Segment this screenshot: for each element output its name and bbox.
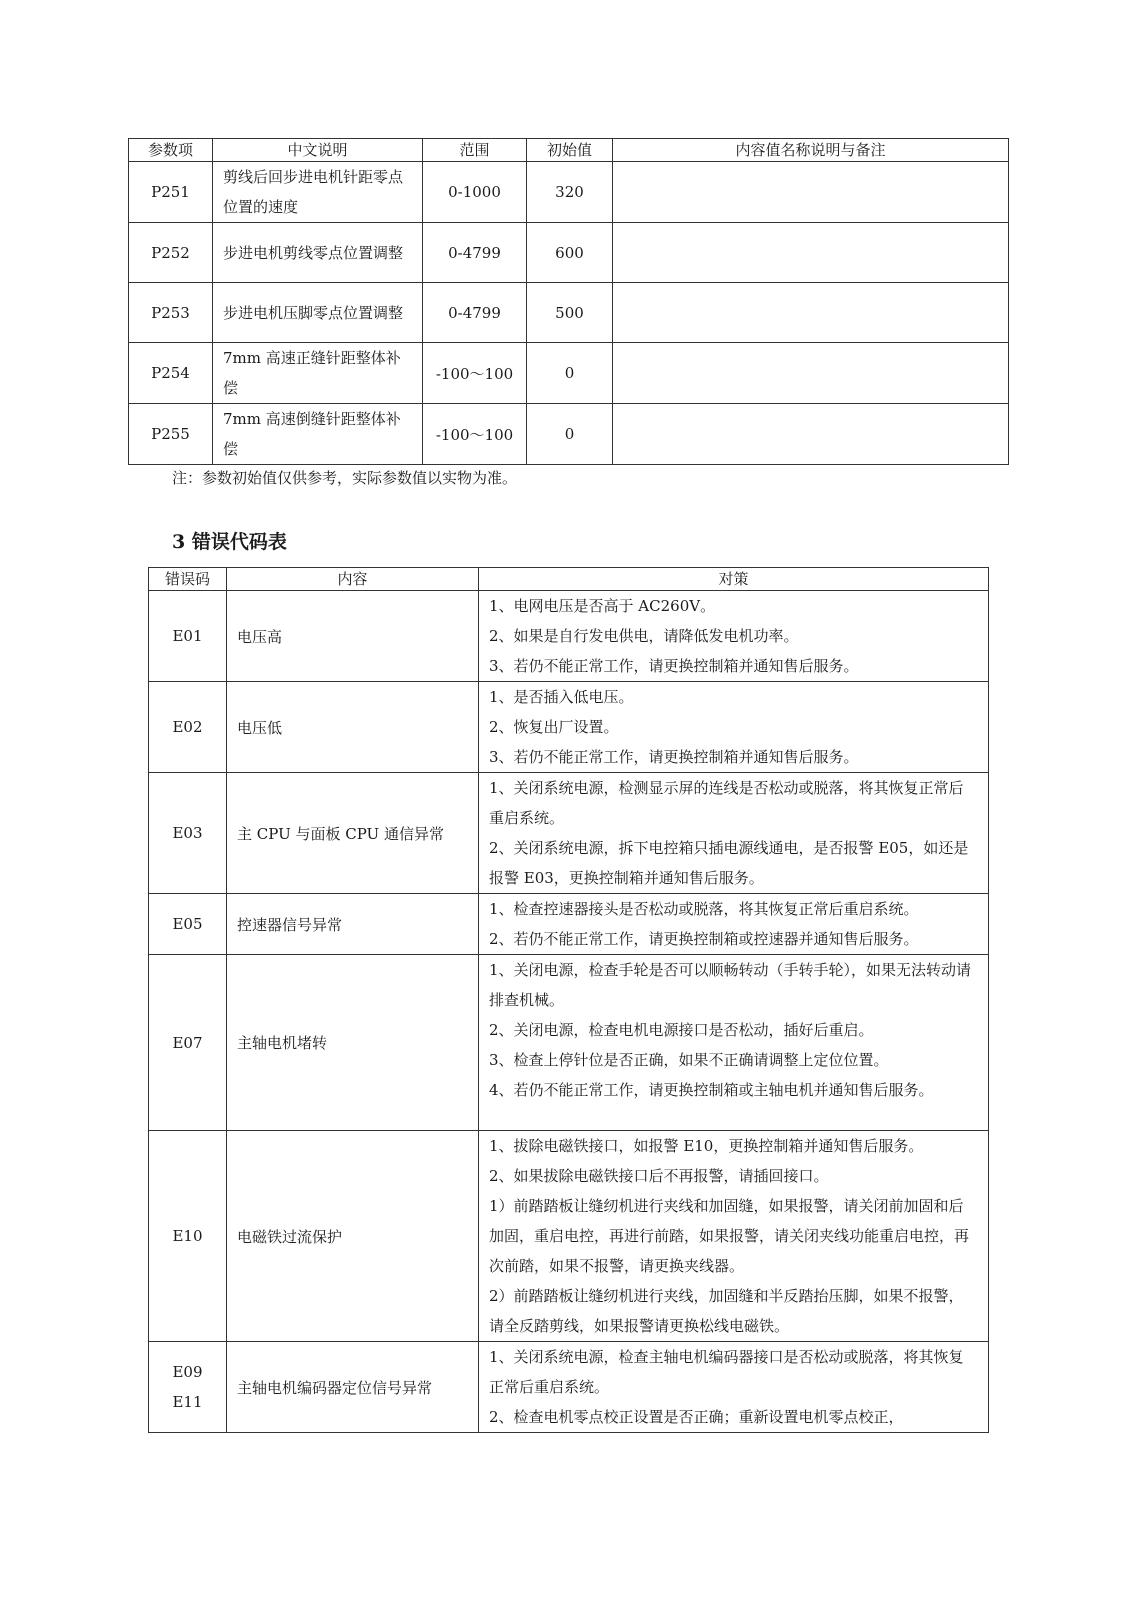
error-code: E05 [149, 894, 227, 955]
param-description: 7mm 高速倒缝针距整体补偿 [213, 404, 423, 465]
solution-line: 1、是否插入低电压。 [489, 688, 634, 706]
solution-line: 2、如果拔除电磁铁接口后不再报警，请插回接口。 [489, 1167, 829, 1185]
table-row [149, 682, 989, 773]
solution-line: 1、关闭系统电源，检查主轴电机编码器接口是否松动或脱落，将其恢复正常后重启系统。 [489, 1348, 964, 1396]
param-initial-value: 600 [527, 223, 613, 283]
error-table-header [149, 568, 989, 591]
error-code: E02 [149, 682, 227, 773]
param-code: P255 [129, 404, 213, 465]
param-remarks [613, 343, 1009, 404]
param-remarks [613, 404, 1009, 465]
error-code-table [148, 567, 989, 1433]
header-solution: 对策 [479, 568, 989, 591]
header-description: 中文说明 [213, 139, 423, 162]
error-code: E10 [149, 1131, 227, 1342]
solution-line: 2、检查电机零点校正设置是否正确；重新设置电机零点校正， [489, 1408, 904, 1426]
param-description: 剪线后回步进电机针距零点位置的速度 [213, 162, 423, 223]
param-code: P251 [129, 162, 213, 223]
param-description: 7mm 高速正缝针距整体补偿 [213, 343, 423, 404]
header-content: 内容 [227, 568, 479, 591]
header-range: 范围 [423, 139, 527, 162]
table-row [129, 343, 1009, 404]
table-row [149, 773, 989, 894]
error-code: E09 E11 [149, 1342, 227, 1433]
table-row [129, 223, 1009, 283]
section-title: 3 错误代码表 [172, 531, 287, 553]
param-code: P252 [129, 223, 213, 283]
solution-line: 2、如果是自行发电供电，请降低发电机功率。 [489, 627, 799, 645]
solution-line: 1、关闭电源，检查手轮是否可以顺畅转动（手转手轮），如果无法转动请排查机械。 [489, 961, 972, 1009]
parameter-table-header [129, 139, 1009, 162]
solution-line: 2、若仍不能正常工作，请更换控制箱或控速器并通知售后服务。 [489, 930, 919, 948]
error-solution [479, 1131, 989, 1342]
solution-line: 3、检查上停针位是否正确，如果不正确请调整上定位位置。 [489, 1051, 889, 1069]
error-solution [479, 591, 989, 682]
table-row [129, 283, 1009, 343]
param-remarks [613, 223, 1009, 283]
header-remarks: 内容值名称说明与备注 [613, 139, 1009, 162]
table-row [129, 404, 1009, 465]
table-row [149, 1131, 989, 1342]
solution-line: 2、恢复出厂设置。 [489, 718, 619, 736]
solution-line: 4、若仍不能正常工作，请更换控制箱或主轴电机并通知售后服务。 [489, 1081, 934, 1099]
error-content: 电压高 [227, 591, 479, 682]
error-solution [479, 1342, 989, 1433]
param-range: -100～100 [423, 343, 527, 404]
parameter-table [128, 138, 1009, 465]
error-solution [479, 773, 989, 894]
header-initial-value: 初始值 [527, 139, 613, 162]
error-solution [479, 682, 989, 773]
solution-line: 2）前踏踏板让缝纫机进行夹线，加固缝和半反踏抬压脚，如果不报警，请全反踏剪线，如果报警请更换松线电磁铁。 [489, 1287, 964, 1335]
param-initial-value: 0 [527, 343, 613, 404]
param-initial-value: 500 [527, 283, 613, 343]
param-code: P253 [129, 283, 213, 343]
error-content: 主 CPU 与面板 CPU 通信异常 [227, 773, 479, 894]
param-initial-value: 0 [527, 404, 613, 465]
table-row [149, 894, 989, 955]
param-description: 步进电机压脚零点位置调整 [213, 283, 423, 343]
param-range: 0-1000 [423, 162, 527, 223]
parameter-note: 注：参数初始值仅供参考，实际参数值以实物为准。 [172, 469, 518, 487]
param-description: 步进电机剪线零点位置调整 [213, 223, 423, 283]
param-range: 0-4799 [423, 223, 527, 283]
param-code: P254 [129, 343, 213, 404]
error-content: 主轴电机堵转 [227, 955, 479, 1131]
solution-line: 3、若仍不能正常工作，请更换控制箱并通知售后服务。 [489, 748, 859, 766]
solution-line: 3、若仍不能正常工作，请更换控制箱并通知售后服务。 [489, 657, 859, 675]
solution-line: 2、关闭电源，检查电机电源接口是否松动，插好后重启。 [489, 1021, 874, 1039]
error-solution [479, 955, 989, 1131]
error-content: 控速器信号异常 [227, 894, 479, 955]
param-range: -100～100 [423, 404, 527, 465]
table-row [149, 1342, 989, 1433]
param-remarks [613, 283, 1009, 343]
solution-line: 1、检查控速器接头是否松动或脱落，将其恢复正常后重启系统。 [489, 900, 919, 918]
solution-line: 1、电网电压是否高于 AC260V。 [489, 597, 716, 615]
param-remarks [613, 162, 1009, 223]
param-initial-value: 320 [527, 162, 613, 223]
error-solution [479, 894, 989, 955]
error-code: E01 [149, 591, 227, 682]
error-content: 电磁铁过流保护 [227, 1131, 479, 1342]
error-content: 主轴电机编码器定位信号异常 [227, 1342, 479, 1433]
error-content: 电压低 [227, 682, 479, 773]
table-row [149, 955, 989, 1131]
table-row [129, 162, 1009, 223]
header-param-code: 参数项 [129, 139, 213, 162]
solution-line: 1）前踏踏板让缝纫机进行夹线和加固缝，如果报警，请关闭前加固和后加固，重启电控，再进行前踏，如果报警，请关闭夹线功能重启电控，再次前踏，如果不报警，请更换夹线器。 [489, 1197, 970, 1275]
param-range: 0-4799 [423, 283, 527, 343]
error-code: E03 [149, 773, 227, 894]
table-row [149, 591, 989, 682]
solution-line: 1、拔除电磁铁接口，如报警 E10，更换控制箱并通知售后服务。 [489, 1137, 924, 1155]
header-error-code: 错误码 [149, 568, 227, 591]
solution-line: 2、关闭系统电源，拆下电控箱只插电源线通电，是否报警 E05，如还是报警 E03，更换控制箱并通知售后服务。 [489, 839, 969, 887]
error-code: E07 [149, 955, 227, 1131]
solution-line: 1、关闭系统电源，检测显示屏的连线是否松动或脱落，将其恢复正常后重启系统。 [489, 779, 964, 827]
